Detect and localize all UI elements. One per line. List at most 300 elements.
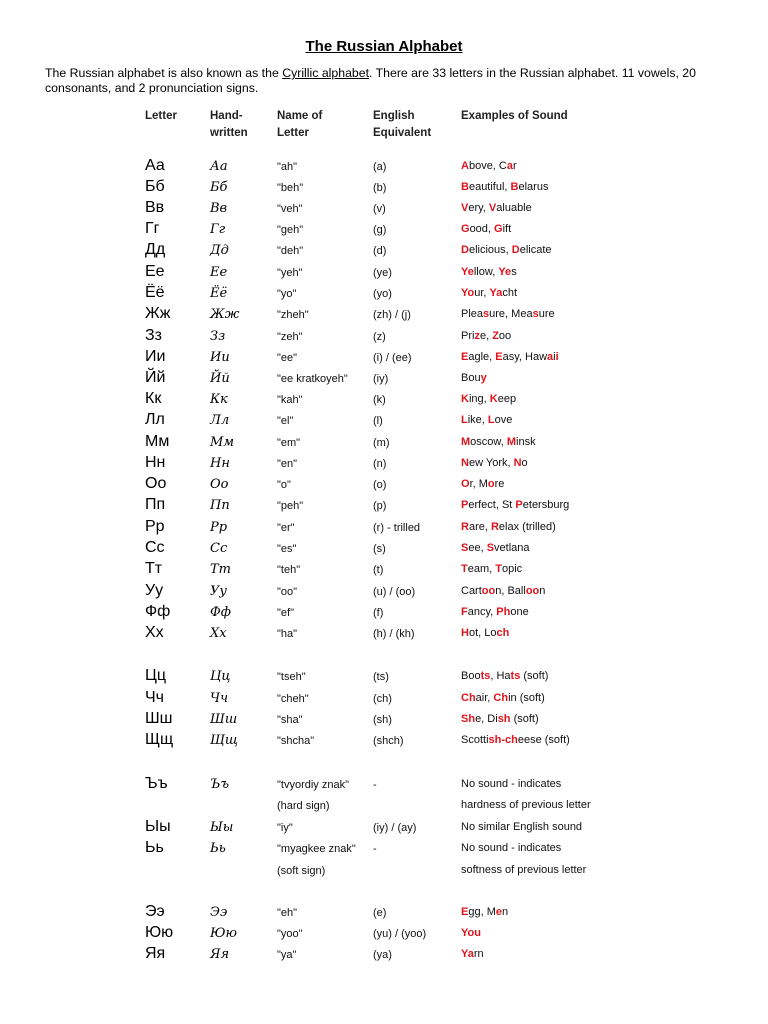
highlighted-sound: o bbox=[487, 478, 495, 490]
example-text: n, Ball bbox=[495, 585, 526, 597]
highlighted-sound: A bbox=[461, 160, 469, 172]
table-row bbox=[0, 777, 768, 799]
english-equivalent-cell: (i) / (ee) bbox=[373, 352, 412, 364]
highlighted-sound: y bbox=[480, 372, 487, 384]
handwritten-cell: Кк bbox=[210, 392, 228, 407]
handwritten-cell: Яя bbox=[210, 947, 230, 962]
handwritten-cell: Хх bbox=[210, 626, 227, 641]
english-equivalent-cell: (h) / (kh) bbox=[373, 628, 415, 640]
letter-name-cell: "iy" bbox=[277, 822, 293, 834]
example-text: air, bbox=[475, 692, 494, 704]
example-cell bbox=[461, 734, 570, 746]
letter-name-cell: "ya" bbox=[277, 949, 297, 961]
highlighted-sound: Ch bbox=[461, 692, 476, 704]
example-text: eam, bbox=[467, 563, 496, 575]
example-cell bbox=[461, 457, 528, 469]
example-text: eese (soft) bbox=[517, 734, 570, 746]
highlighted-sound: Ye bbox=[498, 266, 512, 278]
letter-name-cell: "em" bbox=[277, 437, 301, 449]
highlighted-sound: a bbox=[506, 160, 513, 172]
handwritten-cell: Сс bbox=[210, 541, 228, 556]
table-row bbox=[0, 584, 768, 606]
highlighted-sound: N bbox=[513, 457, 522, 469]
letter-cell: Рр bbox=[145, 518, 165, 535]
letter-name-cell: "ee kratkoyeh" bbox=[277, 373, 348, 385]
handwritten-cell: Шш bbox=[210, 712, 238, 727]
handwritten-cell: Ии bbox=[210, 350, 230, 365]
highlighted-sound: You bbox=[461, 927, 481, 939]
letter-name-cell: "ee" bbox=[277, 352, 298, 364]
header-handwritten: Hand- written bbox=[210, 110, 248, 139]
example-text: i bbox=[553, 351, 556, 363]
example-text: r, M bbox=[469, 478, 488, 490]
table-row bbox=[0, 329, 768, 351]
example-text: n bbox=[539, 585, 546, 597]
example-cell bbox=[461, 393, 516, 405]
letter-name-cell: "ah" bbox=[277, 161, 298, 173]
highlighted-sound: sh bbox=[497, 713, 511, 725]
example-cell bbox=[461, 223, 511, 235]
letter-name-cell: "shcha" bbox=[277, 735, 315, 747]
table-row bbox=[0, 201, 768, 223]
highlighted-sound: Ye bbox=[461, 266, 474, 278]
example-cell bbox=[461, 799, 591, 811]
english-equivalent-cell: (p) bbox=[373, 500, 387, 512]
table-row bbox=[0, 669, 768, 691]
table-row bbox=[0, 712, 768, 734]
letter-cell: Тт bbox=[145, 560, 163, 577]
english-equivalent-cell: (iy) bbox=[373, 373, 389, 385]
english-equivalent-cell: (shch) bbox=[373, 735, 404, 747]
highlighted-sound: Ch bbox=[493, 692, 509, 704]
letter-name-cell: "zeh" bbox=[277, 331, 303, 343]
handwritten-cell: Аа bbox=[210, 159, 228, 174]
letter-cell: Пп bbox=[145, 496, 166, 513]
table-row bbox=[0, 371, 768, 393]
highlighted-sound: Ya bbox=[461, 948, 474, 960]
highlighted-sound: ch bbox=[496, 627, 510, 639]
example-cell bbox=[461, 478, 504, 490]
highlighted-sound: V bbox=[488, 202, 497, 214]
table-row bbox=[0, 286, 768, 308]
highlighted-sound: P bbox=[515, 499, 523, 511]
example-cell bbox=[461, 864, 586, 876]
highlighted-sound: D bbox=[461, 244, 469, 256]
example-text: softness of previous letter bbox=[461, 864, 587, 876]
letter-cell: Сс bbox=[145, 539, 165, 556]
example-text: , Ha bbox=[490, 670, 511, 682]
example-text: gg, M bbox=[468, 906, 496, 918]
table-row bbox=[0, 841, 768, 863]
intro-text-after: . There are 33 letters in the Russian alphabet. 11 vowels, 20 consonants, and 2 pronunciation signs. bbox=[45, 66, 696, 95]
letter-cell: Гг bbox=[145, 220, 160, 237]
example-cell bbox=[461, 692, 545, 704]
letter-cell: Фф bbox=[145, 603, 171, 620]
example-text: agle, bbox=[468, 351, 496, 363]
english-equivalent-cell: (r) - trilled bbox=[373, 522, 421, 534]
highlighted-sound: R bbox=[461, 521, 469, 533]
handwritten-cell: Рр bbox=[210, 520, 228, 535]
highlighted-sound: e bbox=[495, 906, 502, 918]
highlighted-sound: Yo bbox=[461, 287, 475, 299]
highlighted-sound: s bbox=[483, 308, 490, 320]
handwritten-cell: Чч bbox=[210, 691, 229, 706]
english-equivalent-cell: (v) bbox=[373, 203, 386, 215]
example-text: ift bbox=[502, 223, 512, 235]
handwritten-cell: Ьь bbox=[210, 841, 226, 856]
highlighted-sound: a bbox=[547, 351, 554, 363]
handwritten-cell: Нн bbox=[210, 456, 230, 471]
letter-name-cell: "zheh" bbox=[277, 309, 309, 321]
english-equivalent-cell: (yu) / (yoo) bbox=[373, 928, 427, 940]
english-equivalent-cell: (g) bbox=[373, 224, 387, 236]
example-cell bbox=[461, 670, 548, 682]
letter-name-cell: "es" bbox=[277, 543, 297, 555]
english-equivalent-cell: (u) / (oo) bbox=[373, 586, 416, 598]
letter-cell: Ъъ bbox=[145, 775, 168, 792]
table-row bbox=[0, 733, 768, 755]
highlighted-sound: G bbox=[461, 223, 470, 235]
example-text: No sound - indicates bbox=[461, 842, 562, 854]
example-cell bbox=[461, 948, 484, 960]
highlighted-sound: R bbox=[490, 521, 499, 533]
table-row bbox=[0, 905, 768, 927]
highlighted-sound: V bbox=[461, 202, 469, 214]
letter-name-cell: "geh" bbox=[277, 224, 304, 236]
table-row bbox=[0, 820, 768, 842]
letter-cell: Цц bbox=[145, 667, 166, 684]
example-cell bbox=[461, 308, 555, 320]
highlighted-sound: G bbox=[494, 223, 503, 235]
example-text: elarus bbox=[518, 181, 549, 193]
example-text: are, bbox=[468, 521, 491, 533]
highlighted-sound: E bbox=[495, 351, 503, 363]
letter-name-cell: "cheh" bbox=[277, 693, 309, 705]
letter-cell: Уу bbox=[145, 582, 164, 599]
example-text: oscow, bbox=[470, 436, 507, 448]
letter-cell: Вв bbox=[145, 199, 165, 216]
example-text: C bbox=[498, 160, 507, 172]
letter-cell: Лл bbox=[145, 411, 165, 428]
example-cell bbox=[461, 330, 511, 342]
english-equivalent-cell: (s) bbox=[373, 543, 386, 555]
example-cell bbox=[461, 563, 522, 575]
table-row bbox=[0, 307, 768, 329]
english-equivalent-cell: (ya) bbox=[373, 949, 392, 961]
letter-name-cell: "eh" bbox=[277, 907, 298, 919]
example-cell bbox=[461, 244, 552, 256]
example-cell bbox=[461, 436, 536, 448]
example-cell bbox=[461, 160, 517, 172]
example-text: e, Di bbox=[475, 713, 498, 725]
highlighted-sound: Ph bbox=[496, 606, 511, 618]
letter-cell: Нн bbox=[145, 454, 166, 471]
letter-cell: Ьь bbox=[145, 839, 164, 856]
example-cell bbox=[461, 542, 530, 554]
example-cell bbox=[461, 414, 512, 426]
table-row bbox=[0, 520, 768, 542]
header-name-of-letter: Name of Letter bbox=[277, 110, 323, 139]
english-equivalent-cell: (f) bbox=[373, 607, 384, 619]
highlighted-sound: sh-ch bbox=[488, 734, 518, 746]
highlighted-sound: ts bbox=[510, 670, 521, 682]
highlighted-sound: T bbox=[495, 563, 502, 575]
example-text: ancy, bbox=[467, 606, 497, 618]
example-text: opic bbox=[501, 563, 523, 575]
letter-cell: Ыы bbox=[145, 818, 171, 835]
handwritten-cell: Пп bbox=[210, 498, 230, 513]
letter-name-cell: "myagkee znak" bbox=[277, 843, 356, 855]
highlighted-sound: H bbox=[461, 627, 469, 639]
example-text: Boo bbox=[461, 670, 481, 682]
highlighted-sound: L bbox=[487, 414, 495, 426]
highlighted-sound: z bbox=[474, 330, 480, 342]
table-row bbox=[0, 456, 768, 478]
highlighted-sound: S bbox=[461, 542, 469, 554]
letter-name-cell: "tvyordiy znak" bbox=[277, 779, 349, 791]
example-text: etersburg bbox=[522, 499, 570, 511]
letter-cell: Ии bbox=[145, 348, 166, 365]
page-title: The Russian Alphabet bbox=[305, 38, 463, 55]
example-text: in (soft) bbox=[508, 692, 545, 704]
table-row bbox=[0, 350, 768, 372]
handwritten-cell: Лл bbox=[210, 413, 230, 428]
highlighted-sound: L bbox=[461, 414, 468, 426]
handwritten-cell: Вв bbox=[210, 201, 228, 216]
example-text: cht bbox=[502, 287, 518, 299]
letter-name-cell: "kah" bbox=[277, 394, 303, 406]
english-equivalent-cell: (e) bbox=[373, 907, 387, 919]
english-equivalent-cell: (z) bbox=[373, 331, 386, 343]
letter-name-cell: "deh" bbox=[277, 245, 304, 257]
example-text: elicious, bbox=[468, 244, 512, 256]
highlighted-sound: oo bbox=[481, 585, 496, 597]
example-text: eep bbox=[497, 393, 517, 405]
table-row bbox=[0, 626, 768, 648]
table-row bbox=[0, 413, 768, 435]
example-text: one bbox=[510, 606, 529, 618]
example-text: ery, bbox=[468, 202, 489, 214]
letter-name-cell: "ef" bbox=[277, 607, 294, 619]
letter-cell: Кк bbox=[145, 390, 162, 407]
highlighted-sound: Ya bbox=[489, 287, 503, 299]
example-text: (soft) bbox=[510, 713, 539, 725]
handwritten-cell: Дд bbox=[210, 243, 229, 258]
example-cell bbox=[461, 266, 517, 278]
table-row bbox=[0, 863, 768, 885]
table-row bbox=[0, 498, 768, 520]
letter-name-cell: "yoo" bbox=[277, 928, 303, 940]
table-row bbox=[0, 159, 768, 181]
english-equivalent-cell: - bbox=[373, 843, 377, 855]
example-text: rn bbox=[473, 948, 484, 960]
highlighted-sound: oo bbox=[525, 585, 540, 597]
highlighted-sound: ts bbox=[480, 670, 491, 682]
table-row bbox=[0, 477, 768, 499]
english-equivalent-cell: (ts) bbox=[373, 671, 389, 683]
handwritten-cell: Зз bbox=[210, 329, 226, 344]
example-text: hardness of previous letter bbox=[461, 799, 591, 811]
english-equivalent-cell: (o) bbox=[373, 479, 387, 491]
example-text: vetlana bbox=[494, 542, 530, 554]
example-cell bbox=[461, 778, 561, 790]
letter-name-cell: "yo" bbox=[277, 288, 297, 300]
handwritten-cell: Ёё bbox=[210, 286, 228, 301]
table-row bbox=[0, 180, 768, 202]
letter-cell: Йй bbox=[145, 369, 166, 386]
example-text: aluable bbox=[496, 202, 532, 214]
handwritten-cell: Ыы bbox=[210, 820, 234, 835]
letter-name-cell: "o" bbox=[277, 479, 291, 491]
example-cell bbox=[461, 287, 517, 299]
highlighted-sound: T bbox=[461, 563, 468, 575]
example-text: ike, bbox=[467, 414, 488, 426]
english-equivalent-cell: (l) bbox=[373, 415, 383, 427]
letter-cell: Щщ bbox=[145, 731, 174, 748]
handwritten-cell: Цц bbox=[210, 669, 231, 684]
example-text: re bbox=[494, 478, 505, 490]
table-row bbox=[0, 541, 768, 563]
letter-cell: Бб bbox=[145, 178, 165, 195]
example-text: ood, bbox=[469, 223, 495, 235]
table-row bbox=[0, 435, 768, 457]
example-cell bbox=[461, 181, 548, 193]
example-cell bbox=[461, 906, 508, 918]
example-cell bbox=[461, 627, 509, 639]
english-equivalent-cell: (ch) bbox=[373, 693, 392, 705]
example-cell bbox=[461, 585, 545, 597]
example-text: s bbox=[511, 266, 517, 278]
letter-name-cell: "er" bbox=[277, 522, 295, 534]
handwritten-cell: Бб bbox=[210, 180, 228, 195]
table-row bbox=[0, 265, 768, 287]
example-text: ove bbox=[494, 414, 513, 426]
english-equivalent-cell: (n) bbox=[373, 458, 387, 470]
letter-name-cell: (hard sign) bbox=[277, 800, 330, 812]
highlighted-sound: M bbox=[506, 436, 517, 448]
handwritten-cell: Юю bbox=[210, 926, 237, 941]
header-english-equivalent: English Equivalent bbox=[373, 110, 432, 139]
table-row bbox=[0, 691, 768, 713]
example-text: ee, bbox=[468, 542, 487, 554]
example-text: ot, Lo bbox=[468, 627, 497, 639]
letter-name-cell: "yeh" bbox=[277, 267, 303, 279]
table-row bbox=[0, 222, 768, 244]
english-equivalent-cell: (zh) / (j) bbox=[373, 309, 411, 321]
example-text: e, bbox=[479, 330, 493, 342]
letter-name-cell: "en" bbox=[277, 458, 298, 470]
highlighted-sound: O bbox=[461, 478, 470, 490]
header-examples-of-sound: Examples of Sound bbox=[461, 110, 568, 122]
letter-name-cell: "ha" bbox=[277, 628, 298, 640]
example-text: oo bbox=[498, 330, 512, 342]
english-equivalent-cell: (ye) bbox=[373, 267, 392, 279]
handwritten-cell: Ъъ bbox=[210, 777, 229, 792]
example-cell bbox=[461, 521, 556, 533]
letter-name-cell: "sha" bbox=[277, 714, 303, 726]
example-text: ure, Mea bbox=[489, 308, 533, 320]
letter-cell: Юю bbox=[145, 924, 174, 941]
letter-cell: Чч bbox=[145, 689, 164, 706]
english-equivalent-cell: (k) bbox=[373, 394, 386, 406]
example-text: asy, Haw bbox=[502, 351, 548, 363]
english-equivalent-cell: (b) bbox=[373, 182, 387, 194]
english-equivalent-cell: (t) bbox=[373, 564, 384, 576]
highlighted-sound: Sh bbox=[461, 713, 476, 725]
handwritten-cell: Оо bbox=[210, 477, 229, 492]
example-text: n bbox=[501, 906, 509, 918]
example-cell bbox=[461, 351, 559, 363]
highlighted-sound: K bbox=[489, 393, 498, 405]
table-row bbox=[0, 605, 768, 627]
letter-cell: Оо bbox=[145, 475, 167, 492]
example-cell bbox=[461, 606, 529, 618]
highlighted-sound: Z bbox=[492, 330, 499, 342]
table-row bbox=[0, 947, 768, 969]
highlighted-sound: E bbox=[461, 351, 469, 363]
handwritten-cell: Гг bbox=[210, 222, 226, 237]
example-text: No sound - indicates bbox=[461, 778, 562, 790]
intro-text-before: The Russian alphabet is also known as the bbox=[45, 66, 283, 80]
highlighted-sound: B bbox=[510, 181, 519, 193]
highlighted-sound: s bbox=[532, 308, 539, 320]
example-cell bbox=[461, 713, 539, 725]
example-text: insk bbox=[516, 436, 536, 448]
example-text: Plea bbox=[461, 308, 484, 320]
example-text: Pri bbox=[461, 330, 475, 342]
example-text: elicate bbox=[519, 244, 552, 256]
letter-name-cell: (soft sign) bbox=[277, 865, 326, 877]
example-cell bbox=[461, 499, 569, 511]
letter-name-cell: "el" bbox=[277, 415, 294, 427]
english-equivalent-cell: (a) bbox=[373, 161, 387, 173]
example-text: ur, bbox=[474, 287, 490, 299]
handwritten-cell: Ээ bbox=[210, 905, 228, 920]
highlighted-sound: B bbox=[461, 181, 469, 193]
highlighted-sound: N bbox=[461, 457, 469, 469]
example-text: Bou bbox=[461, 372, 481, 384]
english-equivalent-cell: - bbox=[373, 779, 377, 791]
example-text: (soft) bbox=[520, 670, 549, 682]
highlighted-sound: D bbox=[511, 244, 520, 256]
letter-cell: Зз bbox=[145, 327, 162, 344]
example-cell bbox=[461, 372, 487, 384]
handwritten-cell: Ее bbox=[210, 265, 228, 280]
example-text: eautiful, bbox=[468, 181, 511, 193]
handwritten-cell: Йй bbox=[210, 371, 230, 386]
example-text: ing, bbox=[468, 393, 490, 405]
english-equivalent-cell: (iy) / (ay) bbox=[373, 822, 417, 834]
example-text: r bbox=[513, 160, 517, 172]
handwritten-cell: Фф bbox=[210, 605, 231, 620]
example-text: elax (trilled) bbox=[498, 521, 556, 533]
example-text: Cart bbox=[461, 585, 482, 597]
letter-cell: Мм bbox=[145, 433, 170, 450]
letter-name-cell: "beh" bbox=[277, 182, 304, 194]
highlighted-sound: P bbox=[461, 499, 469, 511]
english-equivalent-cell: (d) bbox=[373, 245, 387, 257]
english-equivalent-cell: (yo) bbox=[373, 288, 392, 300]
english-equivalent-cell: (sh) bbox=[373, 714, 392, 726]
letter-name-cell: "teh" bbox=[277, 564, 301, 576]
letter-name-cell: "veh" bbox=[277, 203, 303, 215]
handwritten-cell: Мм bbox=[210, 435, 235, 450]
example-text: llow, bbox=[473, 266, 499, 278]
letter-cell: Ее bbox=[145, 263, 165, 280]
cyrillic-alphabet-link[interactable]: Cyrillic alphabet bbox=[282, 66, 370, 80]
example-text: ure bbox=[538, 308, 555, 320]
highlighted-sound: K bbox=[461, 393, 469, 405]
